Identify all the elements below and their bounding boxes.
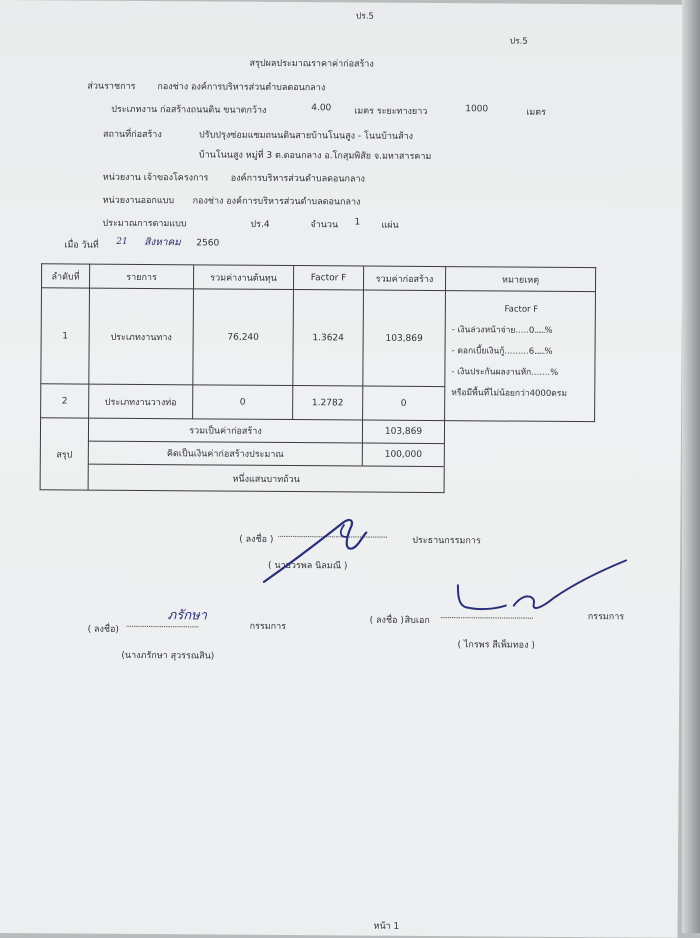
- header-item: รายการ: [89, 264, 193, 289]
- bleed-through-text: [56, 558, 59, 568]
- date-label: เมื่อ วันที่: [64, 240, 99, 251]
- estimate-count-label: จำนวน: [310, 220, 339, 231]
- row-1-no: 1: [41, 288, 90, 384]
- member-sign-line: .......................................: [125, 619, 199, 631]
- date-year: 2560: [196, 238, 220, 249]
- table-row: [41, 288, 596, 388]
- member2-sign-line: ..................................................: [439, 611, 533, 622]
- remarks-interest: - ดอกเบี้ยเงินกู้.........6......%: [451, 346, 553, 357]
- page-edge: [682, 0, 700, 933]
- member-sign-label: ( ลงชื่อ): [87, 624, 119, 635]
- row-1-factor: 1.3624: [293, 290, 364, 386]
- width-value: 4.00: [311, 103, 332, 114]
- member2-sign-label: ( ลงชื่อ ): [369, 615, 404, 626]
- remarks-guarantee: - เงินประกันผลงานหัก.......%: [451, 367, 559, 378]
- page-number: หน้า 1: [373, 921, 400, 932]
- site-label: สถานที่ก่อสร้าง: [103, 129, 162, 141]
- site-line-1: ปรับปรุงซ่อมแซมถนนดินสายบ้านโนนสูง - โนนบ้านส้าง: [199, 130, 414, 142]
- chair-sign-line: ...........................................................: [277, 529, 388, 541]
- cost-summary-table: [40, 263, 597, 494]
- chair-signature: [258, 510, 379, 591]
- top-form-ref: ปร.5: [355, 11, 375, 22]
- estimate-label: ประมาณการตามแบบ: [102, 218, 187, 230]
- sum-label: รวมเป็นค่าก่อสร้าง: [88, 418, 362, 443]
- chair-name: ( นายวรพล นิลมณี ): [268, 560, 348, 572]
- owner-value: องค์การบริหารส่วนตำบลดอนกลาง: [230, 173, 365, 185]
- page-title: สรุปผลประมาณราคาค่าก่อสร้าง: [249, 58, 374, 70]
- member2-name: ( ไกรพร สีเพ็มทอง ): [457, 640, 535, 651]
- owner-label: หน่วยงาน เจ้าของโครงการ: [102, 172, 209, 184]
- length-value: 1000: [465, 104, 489, 115]
- chair-sign-label: ( ลงชื่อ ): [239, 534, 274, 545]
- row-1-cost: 76,240: [193, 289, 294, 386]
- row-2-factor: 1.2782: [293, 386, 363, 420]
- header-factor: Factor F: [293, 266, 363, 290]
- width-unit: เมตร ระยะทางยาว: [354, 106, 428, 117]
- blank-cell: [444, 467, 594, 494]
- chair-role: ประธานกรรมการ: [412, 535, 481, 547]
- remarks-title: Factor F: [504, 304, 539, 315]
- row-2-total: 0: [363, 386, 445, 421]
- blank-cell: [444, 421, 594, 468]
- amount-in-words: หนึ่งแสนบาทถ้วน: [88, 464, 444, 492]
- site-line-2: บ้านโนนสูง หมู่ที่ 3 ต.ดอนกลาง อ.โกสุมพิสัย จ.มหาสารคาม: [198, 150, 432, 163]
- member-role: กรรมการ: [249, 621, 287, 633]
- row-2-no: 2: [41, 384, 89, 418]
- date-month: สิงหาคม: [144, 237, 181, 249]
- design-value: กองช่าง องค์การบริหารส่วนตำบลดอนกลาง: [192, 196, 361, 208]
- estimate-form: ปร.4: [250, 219, 270, 230]
- design-label: หน่วยงานออกแบบ: [102, 195, 175, 207]
- estimate-unit: แผ่น: [381, 220, 399, 231]
- member2-role: กรรมการ: [587, 612, 625, 623]
- header-remarks: หมายเหตุ: [445, 267, 595, 292]
- date-day: 21: [116, 236, 128, 247]
- work-type-label: ประเภทงาน ก่อสร้างถนนดิน ขนาดกว้าง: [111, 104, 267, 116]
- header-total: รวมค่าก่อสร้าง: [363, 266, 445, 291]
- estimate-count: 1: [354, 217, 361, 228]
- row-1-total: 103,869: [363, 290, 446, 387]
- row-1-item: ประเภทงานทาง: [89, 288, 194, 385]
- row-2-item: ประเภทงานวางท่อ: [89, 384, 193, 419]
- words-row: [40, 464, 594, 494]
- header-cost: รวมค่างานต้นทุน: [193, 265, 293, 290]
- member2-rank: สิบเอก: [404, 615, 430, 627]
- agency-value: กองช่าง องค์การบริหารส่วนตำบลดอนกลาง: [157, 82, 326, 94]
- sum-value: 103,869: [362, 420, 444, 444]
- agency-label: ส่วนราชการ: [87, 81, 136, 92]
- member-name: (นางภรักษา สุวรรณสิน): [121, 650, 215, 662]
- header-no: ลำดับที่: [41, 264, 89, 288]
- remarks-advance: - เงินล่วงหน้าจ่าย.....0......%: [451, 325, 553, 336]
- estimate-total-label: คิดเป็นเงินค่าก่อสร้างประมาณ: [88, 441, 362, 466]
- member-signature: ภรักษา: [167, 608, 208, 624]
- estimate-total-value: 100,000: [362, 443, 444, 467]
- length-unit: เมตร: [526, 107, 546, 118]
- summary-label: สรุป: [40, 418, 89, 490]
- remarks-cell: [445, 291, 596, 422]
- row-2-cost: 0: [193, 385, 293, 420]
- remarks-area-note: หรือมีพื้นที่ไม่น้อยกว่า4000ตรม: [451, 388, 567, 399]
- right-form-ref: ปร.5: [509, 36, 528, 47]
- member2-signature: [444, 555, 634, 622]
